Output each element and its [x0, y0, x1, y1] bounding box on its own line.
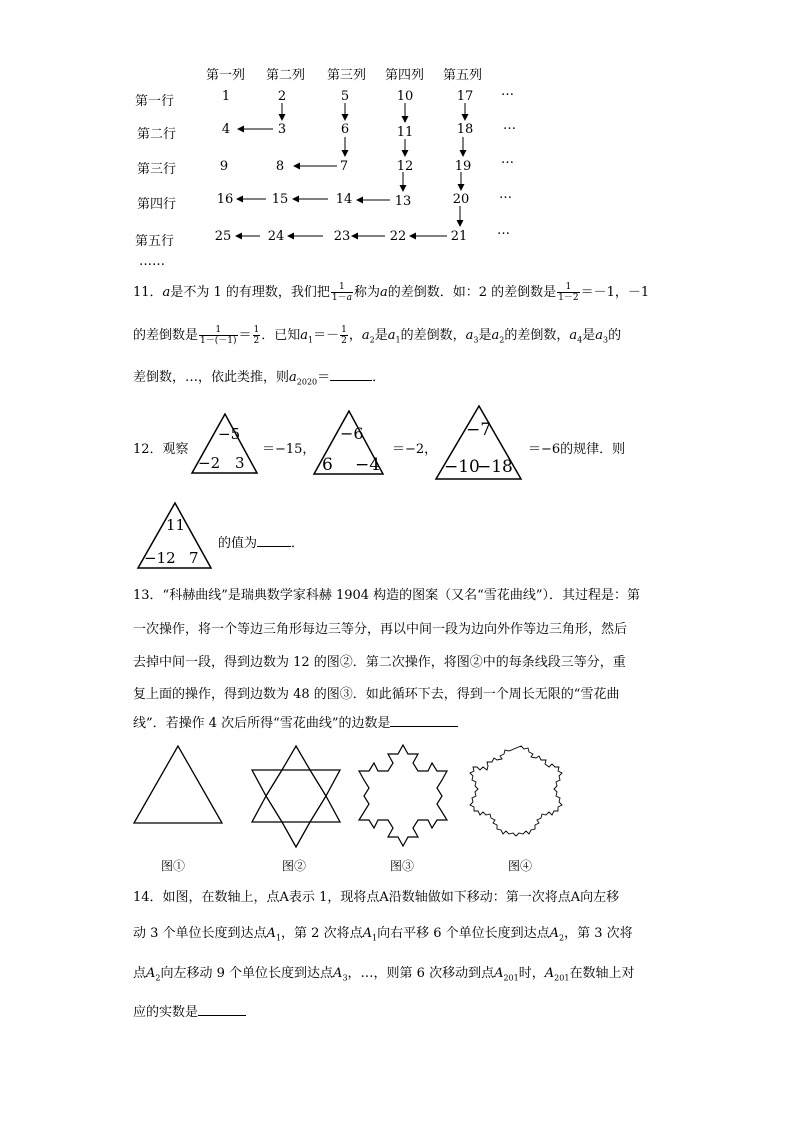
table-cell: 11	[396, 125, 414, 140]
text-segment: a	[346, 293, 352, 303]
text-segment: A	[266, 926, 276, 941]
text-segment: 2	[253, 336, 260, 346]
text-segment: ＝−6的规律．则	[528, 442, 626, 457]
koch-figure-3	[356, 744, 450, 848]
text-segment: 在数轴上对	[569, 966, 635, 981]
table-cell: 2	[277, 89, 287, 104]
col-header: 第四列	[385, 68, 425, 83]
row-header: 第四行	[137, 197, 177, 212]
text-segment: 是	[582, 328, 596, 343]
answer-blank[interactable]	[390, 716, 458, 727]
text-segment: ，	[348, 328, 362, 343]
table-cell: 4	[221, 122, 231, 137]
text-segment: a	[491, 328, 500, 343]
fraction	[199, 325, 237, 346]
figure-caption: 图①	[161, 859, 186, 873]
row-header: 第三行	[137, 162, 177, 177]
text-segment: ＝－	[313, 328, 340, 343]
triangle-right: −4	[355, 455, 381, 475]
text-segment: 1	[199, 325, 237, 336]
table-cell: 14	[335, 192, 353, 207]
text-segment: 201	[554, 973, 570, 983]
text-segment: 向左移动 9 个单位长度到达点	[160, 966, 334, 981]
text-segment: 1	[371, 933, 378, 943]
text-segment: 一次操作，将一个等边三角形每边三等分，再以中间一段为边向外作等边三角形，然后	[133, 622, 628, 637]
text-segment: A	[544, 966, 555, 981]
table-cell: 20	[452, 192, 470, 207]
text-segment: ＝	[317, 370, 331, 385]
text-segment: 的	[608, 328, 622, 343]
text-segment: 12．观察	[133, 442, 189, 457]
table-cell: 24	[267, 229, 285, 244]
text-segment: 11．	[133, 285, 163, 300]
text-segment: 1	[331, 282, 353, 293]
row-header: 第五行	[135, 234, 175, 249]
text-segment: 1	[557, 282, 579, 293]
table-cell: 1	[221, 89, 231, 104]
table-cell: 16	[216, 192, 234, 207]
table-ellipsis: …	[501, 152, 514, 167]
table-cell: 23	[333, 229, 351, 244]
text-segment: 2	[155, 973, 161, 983]
table-ellipsis: …	[499, 187, 512, 202]
table-cell: 9	[219, 159, 229, 174]
table-cell: 6	[340, 122, 350, 137]
koch-figure-2	[250, 745, 342, 849]
text-segment: A	[362, 926, 372, 941]
text-segment: 2	[369, 335, 375, 345]
figure-caption: 图②	[282, 859, 307, 873]
col-header: 第二列	[266, 68, 306, 83]
text-segment: 14．如图，在数轴上，点A表示 1，现将点A沿数轴做如下移动：第一次将点A向左移	[133, 890, 620, 905]
text-segment: 线”．若操作 4 次后所得“雪花曲线”的边数是	[133, 716, 391, 731]
text-segment: 是	[478, 328, 492, 343]
text-segment: 的差倒数，	[400, 328, 466, 343]
table-cell: 22	[389, 229, 407, 244]
col-header: 第五列	[443, 68, 483, 83]
fraction	[253, 325, 261, 346]
text-segment: 1	[341, 325, 347, 335]
text-segment: 向右平移 6 个单位长度到达点	[377, 926, 550, 941]
text-segment: 1	[395, 335, 401, 345]
text-segment: 1	[275, 933, 282, 943]
text-segment: 2	[499, 335, 505, 345]
text-segment: 1	[253, 325, 260, 335]
figure-caption: 图③	[390, 859, 415, 873]
text-segment: 的值为	[218, 536, 258, 551]
fraction	[340, 325, 348, 346]
text-segment: ，第 2 次将点	[281, 926, 363, 941]
text-segment: 动 3 个单位长度到达点	[133, 926, 267, 941]
fraction	[331, 282, 353, 303]
triangle-left: 6	[322, 455, 333, 475]
table-ellipsis: …	[497, 223, 510, 238]
text-segment: 3	[342, 973, 348, 983]
text-segment: a	[379, 285, 388, 300]
text-segment: 1	[308, 335, 314, 345]
row-header: 第一行	[135, 94, 175, 109]
text-segment: ＝−15，	[262, 442, 316, 457]
triangle-right: −18	[477, 457, 513, 477]
text-segment: 应的实数是	[133, 1005, 199, 1020]
text-segment: 的差倒数，	[504, 328, 570, 343]
text-segment: 点	[133, 966, 147, 981]
text-segment: ，…，则第 6 次移动到点	[347, 966, 495, 981]
table-cell: 25	[214, 229, 232, 244]
text-segment: 3	[473, 335, 479, 345]
text-segment: a	[387, 328, 396, 343]
triangle-top: −6	[340, 424, 364, 443]
text-segment: ，第 3 次将	[564, 926, 633, 941]
fraction	[557, 282, 579, 303]
triangle-right: 7	[189, 549, 199, 567]
text-segment: a	[289, 370, 297, 385]
answer-blank[interactable]	[198, 1005, 246, 1016]
text-segment: ．	[291, 536, 305, 551]
table-cell: 3	[277, 122, 287, 137]
triangle-right: 3	[235, 454, 245, 472]
triangle-left: −12	[144, 549, 176, 567]
text-segment: 3	[603, 335, 609, 345]
table-cell: 12	[396, 159, 414, 174]
koch-figure-4	[471, 744, 571, 848]
text-segment: 1－2	[558, 293, 579, 303]
text-segment: A	[494, 966, 504, 981]
table-ellipsis: ……	[139, 254, 165, 269]
table-cell: 19	[454, 159, 472, 174]
text-segment: 13．“科赫曲线”是瑞典数学家科赫 1904 构造的图案（又名“雪花曲线”）．其过程是：第	[133, 588, 640, 603]
table-arrows	[0, 0, 794, 300]
table-ellipsis: …	[501, 84, 514, 99]
figure-caption: 图④	[508, 859, 533, 873]
col-header: 第一列	[206, 68, 246, 83]
text-segment: 时，	[518, 966, 545, 981]
triangle-top: −7	[466, 420, 492, 440]
text-segment: a	[361, 328, 370, 343]
table-cell: 21	[450, 229, 468, 244]
text-segment: ＝－1，－1	[580, 285, 650, 300]
text-segment: A	[333, 966, 343, 981]
text-segment: 4	[577, 335, 583, 345]
text-segment: ．已知	[261, 328, 301, 343]
text-segment: 的差倒数．如：2 的差倒数是	[387, 285, 557, 300]
text-segment: a	[569, 328, 578, 343]
triangle-top: 11	[166, 516, 186, 534]
triangle-left: −10	[444, 457, 480, 477]
text-segment: 2020	[296, 377, 318, 387]
table-cell: 5	[340, 89, 350, 104]
table-cell: 17	[456, 89, 474, 104]
text-segment: 1－(－1)	[200, 336, 237, 346]
text-segment: 2	[341, 336, 347, 346]
text-segment: ＝−2，	[392, 442, 438, 457]
text-segment: a	[300, 328, 309, 343]
text-segment: 是	[374, 328, 388, 343]
text-segment: 1－	[331, 293, 347, 303]
text-segment: 去掉中间一段，得到边数为 12 的图②．第二次操作，将图②中的每条线段三等分，重	[133, 655, 626, 670]
text-segment: 201	[503, 973, 519, 983]
row-header: 第二行	[137, 127, 177, 142]
text-segment: A	[549, 926, 559, 941]
table-cell: 10	[396, 89, 414, 104]
text-segment: a	[162, 285, 171, 300]
text-segment: 2	[559, 933, 565, 943]
table-cell: 7	[339, 159, 349, 174]
text-segment: 差倒数，…，依此类推，则	[133, 370, 290, 385]
text-segment: 称为	[353, 285, 380, 300]
text-segment: a	[595, 328, 604, 343]
text-segment: a	[465, 328, 474, 343]
answer-blank[interactable]	[330, 370, 372, 381]
triangle-left: −2	[198, 454, 221, 472]
text-segment: A	[146, 966, 156, 981]
text-segment: 是不为 1 的有理数，我们把	[170, 285, 330, 300]
col-header: 第三列	[327, 68, 367, 83]
text-segment: ．	[372, 370, 386, 385]
koch-figure-1	[132, 744, 226, 826]
answer-blank[interactable]	[257, 536, 291, 547]
text-segment: ＝	[238, 328, 252, 343]
table-cell: 13	[394, 194, 412, 209]
table-cell: 8	[275, 159, 285, 174]
text-segment: 复上面的操作，得到边数为 48 的图③．如此循环下去，得到一个周长无限的“雪花曲	[133, 687, 620, 702]
table-cell: 15	[271, 192, 289, 207]
table-cell: 18	[456, 122, 474, 137]
text-segment: 的差倒数是	[133, 328, 199, 343]
table-ellipsis: …	[503, 118, 516, 133]
triangle-top: −5	[218, 425, 241, 443]
